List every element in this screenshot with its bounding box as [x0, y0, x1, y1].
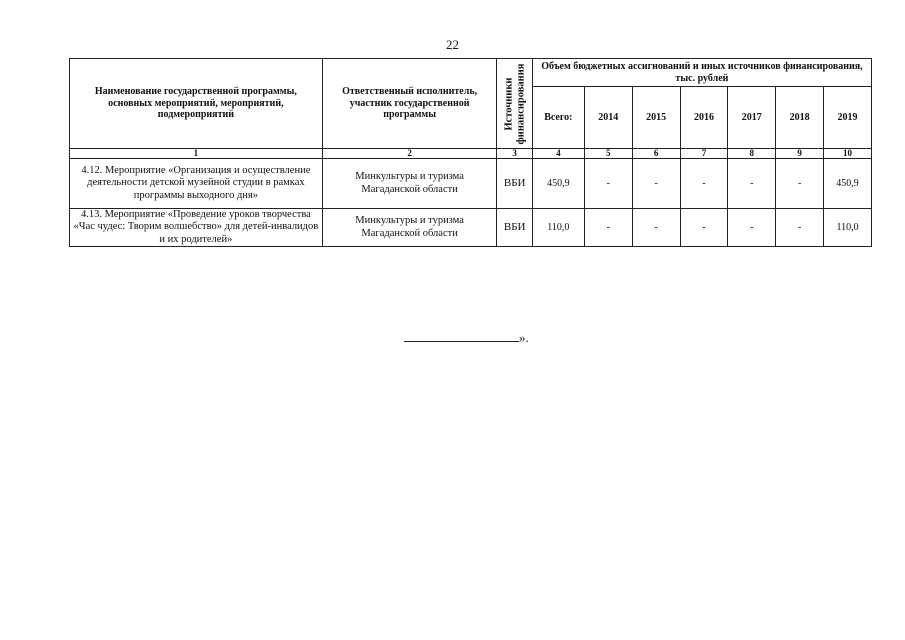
- header-source-line1: Источники: [503, 77, 515, 130]
- row-name: 4.13. Мероприятие «Проведение уроков творчества «Час чудес: Творим волшебство» для детей-инвалидов и их родителей»: [70, 209, 323, 247]
- column-number: 10: [824, 149, 872, 159]
- row-year-value: 450,9: [824, 159, 872, 209]
- closing-line: [404, 330, 529, 346]
- column-number: 2: [322, 149, 497, 159]
- header-year: 2015: [632, 87, 680, 149]
- row-year-value: -: [728, 159, 776, 209]
- table-row: [70, 159, 872, 209]
- row-source: ВБИ: [497, 209, 532, 247]
- header-year: 2018: [776, 87, 824, 149]
- budget-table: [69, 58, 872, 247]
- header-year: 2019: [824, 87, 872, 149]
- closing-mark: ».: [519, 330, 529, 345]
- row-year-value: -: [776, 159, 824, 209]
- header-source-line2: финансирования: [514, 63, 526, 144]
- row-total: 450,9: [532, 159, 584, 209]
- column-number: 1: [70, 149, 323, 159]
- row-year-value: 110,0: [824, 209, 872, 247]
- page-number: 22: [446, 37, 459, 52]
- header-executor: Ответственный исполнитель, участник государственной программы: [322, 59, 497, 149]
- header-year: 2016: [680, 87, 728, 149]
- column-number: 5: [584, 149, 632, 159]
- column-numbers-row: [70, 149, 872, 159]
- row-executor: Минкультуры и туризма Магаданской области: [322, 209, 497, 247]
- row-name: 4.12. Мероприятие «Организация и осуществление деятельности детской музейной студии в рамках программы выходного дня»: [70, 159, 323, 209]
- column-number: 8: [728, 149, 776, 159]
- table-row: [70, 209, 872, 247]
- row-year-value: -: [680, 159, 728, 209]
- row-year-value: -: [728, 209, 776, 247]
- signature-underline: [404, 330, 519, 342]
- header-name: Наименование государственной программы, основных мероприятий, мероприятий, подмероприятий: [70, 59, 323, 149]
- column-number: 3: [497, 149, 532, 159]
- column-number: 9: [776, 149, 824, 159]
- row-total: 110,0: [532, 209, 584, 247]
- row-year-value: -: [584, 209, 632, 247]
- row-year-value: -: [632, 209, 680, 247]
- row-executor: Минкультуры и туризма Магаданской области: [322, 159, 497, 209]
- row-year-value: -: [632, 159, 680, 209]
- header-year: 2014: [584, 87, 632, 149]
- header-budget-group: Объем бюджетных ассигнований и иных источников финансирования, тыс. рублей: [532, 59, 871, 87]
- header-source: [497, 59, 532, 149]
- header-year: 2017: [728, 87, 776, 149]
- row-year-value: -: [776, 209, 824, 247]
- header-total: Всего:: [532, 87, 584, 149]
- column-number: 4: [532, 149, 584, 159]
- row-year-value: -: [680, 209, 728, 247]
- row-year-value: -: [584, 159, 632, 209]
- column-number: 6: [632, 149, 680, 159]
- header-row-top: [70, 59, 872, 87]
- row-source: ВБИ: [497, 159, 532, 209]
- column-number: 7: [680, 149, 728, 159]
